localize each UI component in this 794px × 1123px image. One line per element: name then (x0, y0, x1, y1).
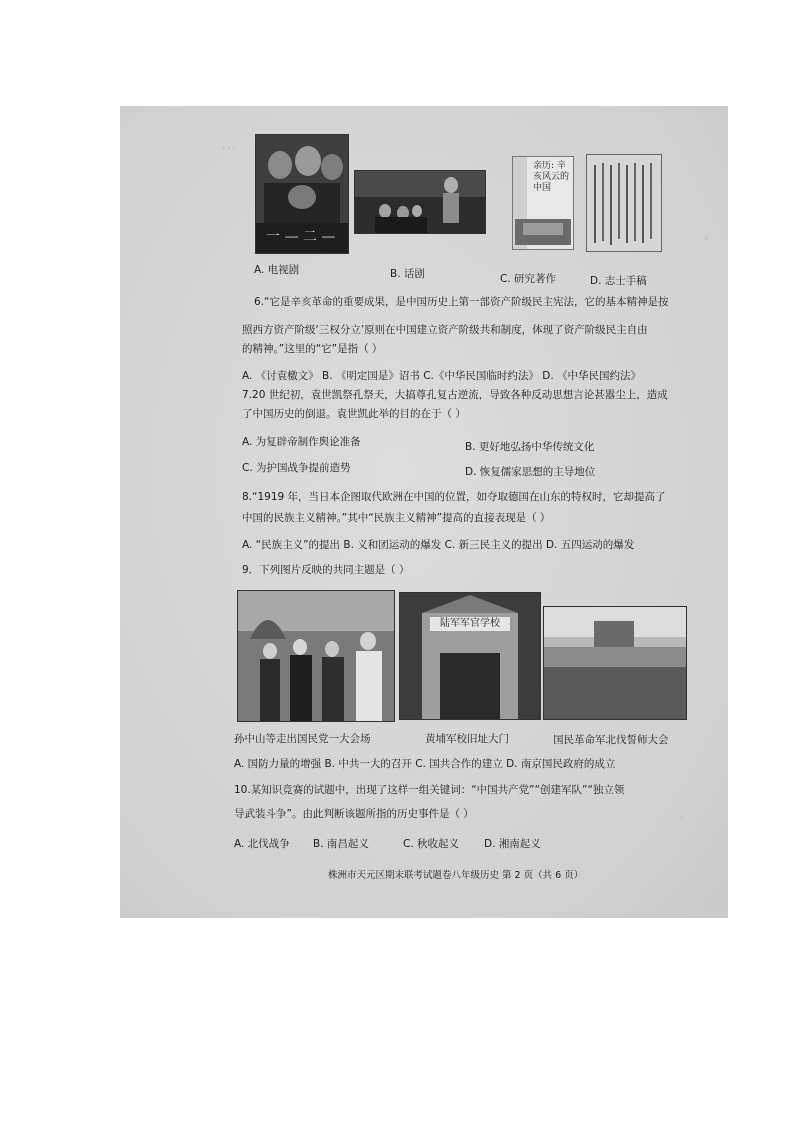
q6-stem-line-3: 的精神。”这里的“它”是指（ ） (242, 343, 383, 355)
q10-option-d: D. 湘南起义 (484, 838, 541, 850)
whampoa-gate-photo (399, 592, 541, 720)
bleed-through-mark: ， (705, 230, 715, 241)
q10-option-c: C. 秋收起义 (403, 838, 460, 850)
q8-stem-line-2: 中国的民族主义精神。”其中“民族主义精神”提高的直接表现是（ ） (242, 512, 551, 524)
q9-caption-3: 国民革命军北伐誓师大会 (553, 734, 669, 746)
q9-caption-2: 黄埔军校旧址大门 (425, 733, 509, 745)
q7-stem-line-1: 7.20 世纪初，袁世凯祭孔祭天，大搞尊孔复古逆流，导致各种反动思想言论甚嚣尘上，造成 (242, 389, 668, 401)
tv-drama-photo (255, 134, 349, 254)
stage-play-photo (354, 170, 486, 234)
research-book-cover (512, 156, 574, 250)
q10-stem-line-1: 10.某知识竞赛的试题中，出现了这样一组关键词：“中国共产党”“创建军队”“独立领 (234, 784, 625, 796)
q9-options: A. 国防力量的增强 B. 中共一大的召开 C. 国共合作的建立 D. 南京国民政府的成立 (234, 758, 616, 770)
q6-stem-line-1: 6.“它是辛亥革命的重要成果，是中国历史上第一部资产阶级民主宪法，它的基本精神是按 (254, 296, 669, 308)
book-cover-title: 亲历: 辛亥风云的中国 (533, 161, 570, 193)
q10-option-a: A. 北伐战争 (234, 838, 290, 850)
q5-option-b: B. 话剧 (390, 268, 425, 280)
q10-stem-line-2: 导武装斗争”。由此判断该题所指的历史事件是（ ） (234, 808, 474, 820)
q10-option-b: B. 南昌起义 (313, 838, 369, 850)
q7-option-b: B. 更好地弘扬中华传统文化 (465, 441, 595, 453)
scanned-exam-page (120, 106, 728, 918)
q5-option-a: A. 电视剧 (254, 264, 300, 276)
q6-options: A. 《讨袁檄文》 B. 《明定国是》诏书 C.《中华民国临时约法》 D. 《中华民国约法》 (242, 370, 641, 382)
bleed-through-mark: ，，， (222, 140, 242, 151)
q7-stem-line-2: 了中国历史的倒退。袁世凯此举的目的在于（ ） (242, 408, 466, 420)
q6-stem-line-2: 照西方资产阶级‘三权分立’原则在中国建立资产阶级共和制度，体现了资产阶级民主自由 (242, 324, 648, 336)
q8-options: A. “民族主义”的提出 B. 义和团运动的爆发 C. 新三民主义的提出 D. 五四运动的爆发 (242, 539, 635, 551)
q5-option-c: C. 研究著作 (500, 273, 557, 285)
q7-option-c: C. 为护国战争提前造势 (242, 462, 351, 474)
q7-option-a: A. 为复辟帝制作舆论准备 (242, 436, 361, 448)
q9-stem: 9．下列图片反映的共同主题是（ ） (242, 564, 410, 576)
q9-caption-1: 孙中山等走出国民党一大会场 (234, 733, 371, 745)
gate-sign: 陆军军官学校 (430, 617, 510, 631)
q8-stem-line-1: 8.“1919 年，当日本企图取代欧洲在中国的位置，如夺取德国在山东的特权时，它却提高了 (242, 491, 666, 503)
kmt-congress-photo (237, 590, 395, 722)
revolutionary-manuscript-photo (586, 154, 662, 252)
northern-expedition-photo (543, 606, 687, 720)
q5-option-d: D. 志士手稿 (590, 275, 647, 287)
bleed-through-mark: ， (680, 810, 690, 821)
svg-text:一 — 二 —: 一 — 二 — (266, 229, 336, 245)
page-footer: 株洲市天元区期末联考试题卷八年级历史 第 2 页（共 6 页） (328, 870, 584, 881)
q7-option-d: D. 恢复儒家思想的主导地位 (465, 466, 596, 478)
